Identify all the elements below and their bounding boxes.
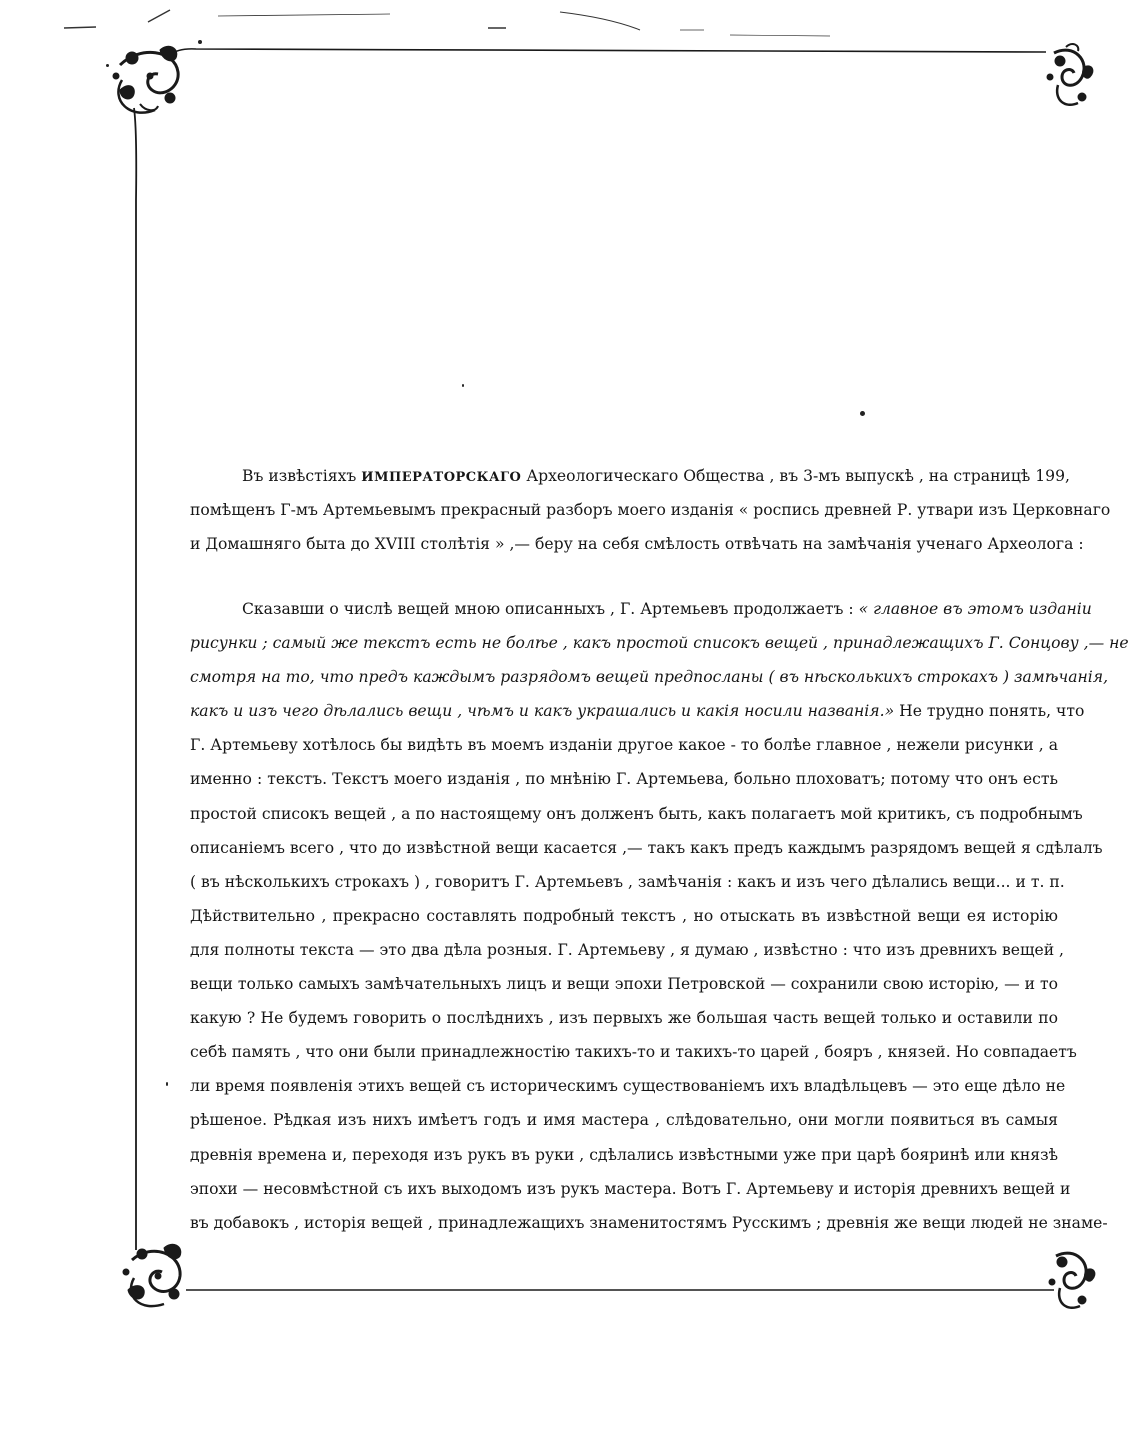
text-line: Г. Артемьеву хотѣлось бы видѣть въ моемъ изданіи другое какое - то болѣе главное , нежели рисунки , а xyxy=(190,736,1058,755)
scan-speck xyxy=(106,64,109,67)
text-line: Дѣйствительно , прекрасно составлять подробный текстъ , но отыскать въ извѣстной вещи ея исторію xyxy=(190,906,1058,925)
text-line: какую ? Не будемъ говорить о послѣднихъ , изъ первыхъ же большая часть вещей только и оставили по xyxy=(190,1009,1058,1028)
text-line: древнія времена и, переходя изъ рукъ въ руки , сдѣлались извѣстными уже при царѣ бояринѣ или князѣ xyxy=(190,1145,1058,1164)
text-line: Въ извѣстіяхъ ИМПЕРАТОРСКАГО Археологическаго Общества , въ 3-мъ выпускѣ , на страницѣ 199, xyxy=(242,467,1070,485)
quote-text: « главное въ этомъ изданіи xyxy=(858,600,1092,618)
text-line: въ добавокъ , исторія вещей , принадлежащихъ знаменитостямъ Русскимъ ; древнія же вещи людей не знаме- xyxy=(190,1213,1108,1232)
paragraph-2 xyxy=(190,592,1129,1240)
quote-line: смотря на то, что предъ каждымъ разрядомъ вещей предпосланы ( въ нѣсколькихъ строкахъ ) замѣчанія, xyxy=(190,668,1109,687)
text-line: рѣшеное. Рѣдкая изъ нихъ имѣетъ годъ и имя мастера , слѣдовательно, они могли появиться въ самыя xyxy=(190,1111,1058,1130)
scan-speck xyxy=(198,40,202,44)
text-line: описаніемъ всего , что до извѣстной вещи касается ,— такъ какъ предъ каждымъ разрядомъ вещей я сдѣлалъ xyxy=(190,838,1103,857)
scan-speck xyxy=(860,411,865,416)
corner-ornament-bottom-right xyxy=(1049,1253,1095,1308)
text-line: эпохи — несовмѣстной съ ихъ выходомъ изъ рукъ мастера. Вотъ Г. Артемьеву и исторія древнихъ вещей и xyxy=(190,1179,1071,1198)
text-line: и Домашняго быта до XVIII столѣтія » ,— беру на себя смѣлость отвѣчать на замѣчанія ученаго Археолога : xyxy=(190,535,1084,554)
text-line: именно : текстъ. Текстъ моего изданія , по мнѣнію Г. Артемьева, больно плоховатъ; потому что онъ есть xyxy=(190,770,1058,789)
text-line: ( въ нѣсколькихъ строкахъ ) , говоритъ Г. Артемьевъ , замѣчанія : какъ и изъ чего дѣлались вещи... и т. п. xyxy=(190,872,1065,891)
emphasis-word: ИМПЕРАТОРСКАГО xyxy=(361,470,522,485)
paragraph-1 xyxy=(190,459,1111,561)
scan-speck xyxy=(462,384,464,387)
scan-speck xyxy=(166,1082,168,1086)
text-line: для полноты текста — это два дѣла розныя. Г. Артемьеву , я думаю , извѣстно : что изъ древнихъ вещей , xyxy=(190,940,1065,959)
text-line: помѣщенъ Г-мъ Артемьевымъ прекрасный разборъ моего изданія « роспись древней Р. утвари изъ Церковнаго xyxy=(190,501,1111,520)
text-line: простой списокъ вещей , а по настоящему онъ долженъ быть, какъ полагаетъ мой критикъ, съ подробнымъ xyxy=(190,804,1083,823)
quote-line: рисунки ; самый же текстъ есть не болѣе , какъ простой списокъ вещей , принадлежащихъ Г. Сонцову ,— не xyxy=(190,634,1129,653)
scan-edge-marks xyxy=(64,10,830,36)
corner-ornament-top-right xyxy=(1047,44,1093,105)
text-line: ли время появленія этихъ вещей съ историческимъ существованіемъ ихъ владѣльцевъ — это еще дѣло не xyxy=(190,1077,1066,1096)
text-line: какъ и изъ чего дѣлались вещи , чѣмъ и какъ украшались и какія носили названія.» Не трудно понять, что xyxy=(190,702,1085,721)
quote-text: какъ и изъ чего дѣлались вещи , чѣмъ и какъ украшались и какія носили названія.» xyxy=(190,702,895,721)
corner-ornament-bottom-left xyxy=(123,1244,181,1306)
text-line: Сказавши о числѣ вещей мною описанныхъ , Г. Артемьевъ продолжаетъ : « главное въ этомъ изданіи xyxy=(242,600,1092,618)
corner-ornament-top-left xyxy=(113,46,178,112)
text-line: себѣ память , что они были принадлежностію такихъ-то и такихъ-то царей , бояръ , князей. Но совпадаетъ xyxy=(190,1043,1077,1062)
text-line: вещи только самыхъ замѣчательныхъ лицъ и вещи эпохи Петровской — сохранили свою исторію, — и то xyxy=(190,975,1058,994)
